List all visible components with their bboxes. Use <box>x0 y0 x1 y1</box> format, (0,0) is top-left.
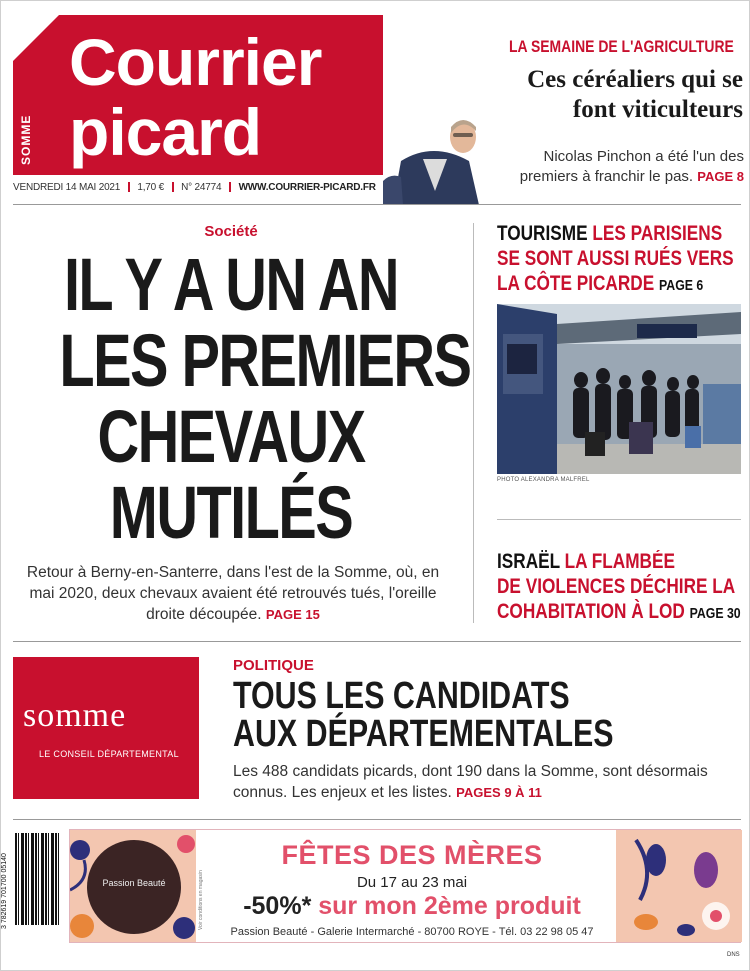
ad-date: Du 17 au 23 mai <box>356 874 468 891</box>
main-headline-line: CHEVAUX <box>97 395 365 478</box>
masthead-logo[interactable] <box>13 15 383 175</box>
israel-teaser[interactable] <box>497 549 747 626</box>
main-headline-line: MUTILÉS <box>109 471 353 554</box>
brand-name: Passion Beauté <box>102 878 166 888</box>
politique-summary <box>233 762 713 804</box>
tourisme-title-line: LA CÔTE PICARDE <box>497 272 655 295</box>
website-link[interactable]: WWW.COURRIER-PICARD.FR <box>238 182 376 193</box>
farmer-photo <box>383 111 487 205</box>
footer-code: DNS <box>727 952 740 958</box>
logo-fold-corner <box>13 15 59 61</box>
ad-offer: sur mon 2ème produit <box>318 892 581 920</box>
somme-logo-text: somme <box>23 697 127 734</box>
ad-title: FÊTES DES MÈRES <box>281 840 543 870</box>
politique-summary-text: Les 488 candidats picards, dont 190 dans la Somme, sont désormais connus. Les enjeux et les listes. <box>233 763 708 801</box>
agriculture-kicker: LA SEMAINE DE L'AGRICULTURE <box>509 37 734 56</box>
agriculture-title[interactable] <box>453 65 743 125</box>
politique-section: POLITIQUE <box>233 657 314 674</box>
tourisme-title-line: SE SONT AUSSI RUÉS VERS <box>497 247 734 270</box>
issue-date: VENDREDI 14 MAI 2021 <box>13 182 121 193</box>
agriculture-title-line: font viticulteurs <box>572 96 743 123</box>
issue-number: N° 24774 <box>181 182 222 193</box>
divider <box>497 519 741 520</box>
agriculture-summary-text: Nicolas Pinchon a été l'un des premiers à franchir le pas. <box>519 148 744 186</box>
divider <box>13 819 741 820</box>
edition-label: SOMME <box>19 114 33 165</box>
ad-conditions: Voir conditions en magasin <box>198 870 204 930</box>
agriculture-page-ref[interactable]: PAGE 8 <box>697 169 744 185</box>
photo-credit: PHOTO ALEXANDRA MALFREL <box>497 477 590 483</box>
main-story-section: Société <box>204 223 258 240</box>
main-story-lead <box>15 563 451 626</box>
barcode <box>15 833 59 925</box>
agriculture-summary <box>489 147 744 188</box>
israel-title-line: COHABITATION À LOD <box>497 600 685 623</box>
dateline <box>13 182 376 193</box>
ad-address: Passion Beauté - Galerie Intermarché - 80700 ROYE - Tél. 03 22 98 05 47 <box>230 926 594 938</box>
tourisme-teaser[interactable] <box>497 221 747 298</box>
separator <box>229 182 231 192</box>
israel-category: ISRAËL <box>497 550 560 573</box>
flower-decoration-right <box>616 830 742 942</box>
tourisme-page-ref[interactable]: PAGE 6 <box>659 277 704 294</box>
issue-price: 1,70 € <box>137 182 164 193</box>
logo-word-courrier: Courrier <box>69 25 322 99</box>
barcode-number: 3 782619 701700 05140 <box>1 853 8 929</box>
main-story-page-ref[interactable]: PAGE 15 <box>265 606 320 622</box>
flower-decoration-left <box>70 830 196 942</box>
conseil-departemental-logo <box>13 657 199 799</box>
separator <box>128 182 130 192</box>
main-story-lead-text: Retour à Berny-en-Santerre, dans l'est de la Somme, où, en mai 2020, deux chevaux avaient été retrouvés tués, l'oreille droite découpée. <box>26 564 440 623</box>
ad-discount: -50%* <box>243 892 312 920</box>
ad-promo <box>202 892 622 921</box>
politique-headline-line: TOUS LES CANDIDATS <box>233 675 570 717</box>
train-station-photo <box>497 304 741 474</box>
israel-title-line: DE VIOLENCES DÉCHIRE LA <box>497 575 736 598</box>
israel-title-line: LA FLAMBÉE <box>564 550 675 573</box>
tourisme-category: TOURISME <box>497 222 588 245</box>
somme-logo-subtitle: LE CONSEIL DÉPARTEMENTAL <box>39 749 179 759</box>
separator <box>172 182 174 192</box>
column-divider <box>473 223 474 623</box>
divider <box>13 641 741 642</box>
divider <box>13 204 741 205</box>
logo-word-picard: picard <box>69 95 262 169</box>
tourisme-title-line: LES PARISIENS <box>592 222 723 245</box>
politique-headline-line: AUX DÉPARTEMENTALES <box>233 713 614 755</box>
agriculture-title-line: Ces céréaliers qui se <box>527 66 743 93</box>
politique-headline[interactable] <box>233 677 750 753</box>
main-headline[interactable] <box>11 243 471 554</box>
main-headline-line: IL Y A UN AN <box>63 243 399 326</box>
passion-beaute-logo <box>87 840 181 934</box>
advertisement[interactable] <box>69 829 741 943</box>
main-headline-line: LES PREMIERS <box>59 319 471 402</box>
politique-page-ref[interactable]: PAGES 9 À 11 <box>456 784 542 800</box>
israel-page-ref[interactable]: PAGE 30 <box>689 605 741 622</box>
